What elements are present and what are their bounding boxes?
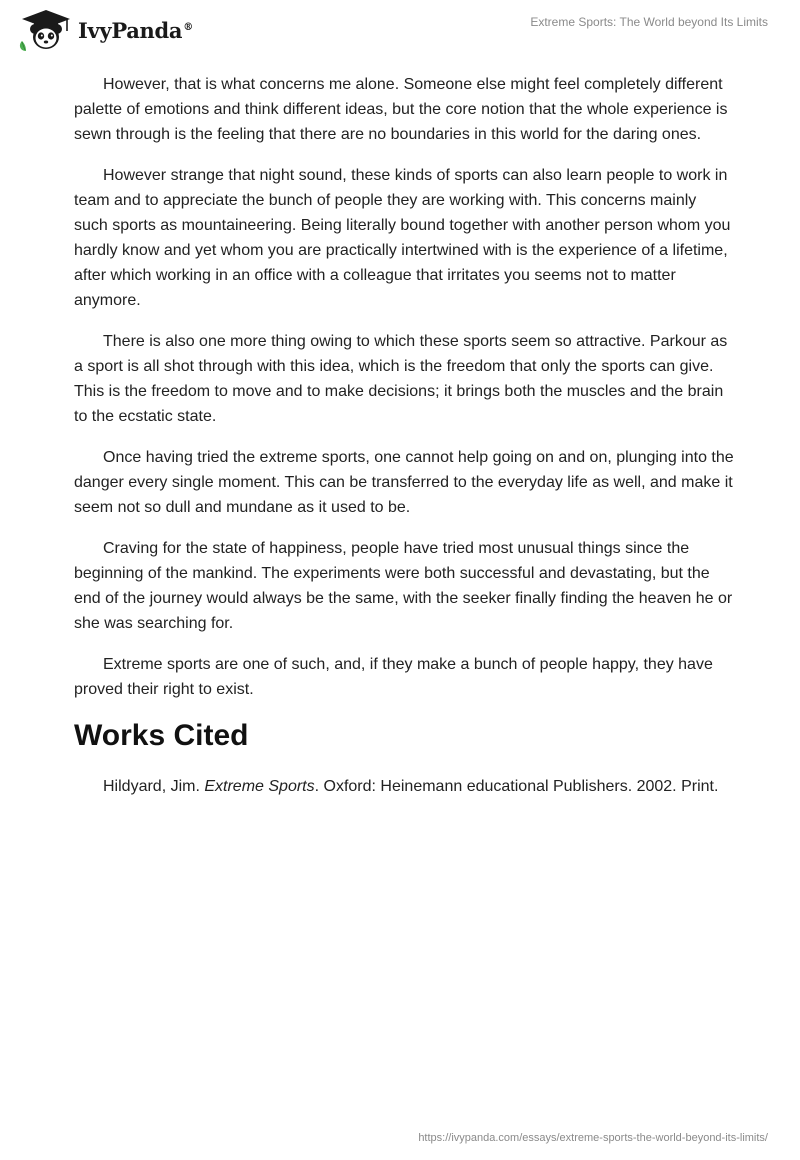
body-paragraph-5: Craving for the state of happiness, people have tried most unusual things since the beginning of the mankind. The experiments were both successful and devastating, but the end of the journey would always be the same, with the seeker finally finding the heaven he or she was searching for.	[74, 540, 733, 632]
ivypanda-logo[interactable]	[16, 8, 193, 52]
citation-details: . Oxford: Heinemann educational Publishers. 2002. Print.	[314, 778, 719, 795]
registered-mark: ®	[183, 21, 193, 33]
page-header	[0, 0, 800, 60]
body-paragraph-1: However, that is what concerns me alone. Someone else might feel completely different palette of emotions and think different ideas, but the core notion that the whole experience is sewn through is the feeling that there are no boundaries in this world for the daring ones.	[74, 76, 728, 143]
body-paragraph-4: Once having tried the extreme sports, one cannot help going on and on, plunging into the danger every single moment. This can be transferred to the everyday life as well, and make it seem not so dull and mundane as it used to be.	[74, 449, 734, 516]
essay-content	[74, 72, 734, 799]
works-cited-heading: Works Cited	[74, 719, 249, 752]
document-title: Extreme Sports: The World beyond Its Limits	[530, 15, 768, 29]
citation-title: Extreme Sports	[204, 778, 315, 795]
brand-name: IvyPanda®	[78, 17, 193, 43]
source-url[interactable]: https://ivypanda.com/essays/extreme-sports-the-world-beyond-its-limits/	[418, 1132, 768, 1144]
body-paragraph-6: Extreme sports are one of such, and, if they make a bunch of people happy, they have proved their right to exist.	[74, 656, 713, 698]
panda-graduate-icon	[16, 7, 76, 53]
citation-entry	[74, 774, 734, 799]
body-paragraph-2: However strange that night sound, these kinds of sports can also learn people to work in team and to appreciate the bunch of people they are working with. This concerns mainly such sports as mountaineering. Being literally bound together with another person whom you hardly know and yet whom you are practically intertwined with is the experience of a lifetime, after which working in an office with a colleague that irritates you seems not to matter anymore.	[74, 167, 731, 309]
body-paragraph-3: There is also one more thing owing to which these sports seem so attractive. Parkour as a sport is all shot through with this idea, which is the freedom that only the sports can give. This is the freedom to move and to make decisions; it brings both the muscles and the brain to the ecstatic state.	[74, 333, 728, 425]
citation-author: Hildyard, Jim.	[103, 778, 205, 795]
